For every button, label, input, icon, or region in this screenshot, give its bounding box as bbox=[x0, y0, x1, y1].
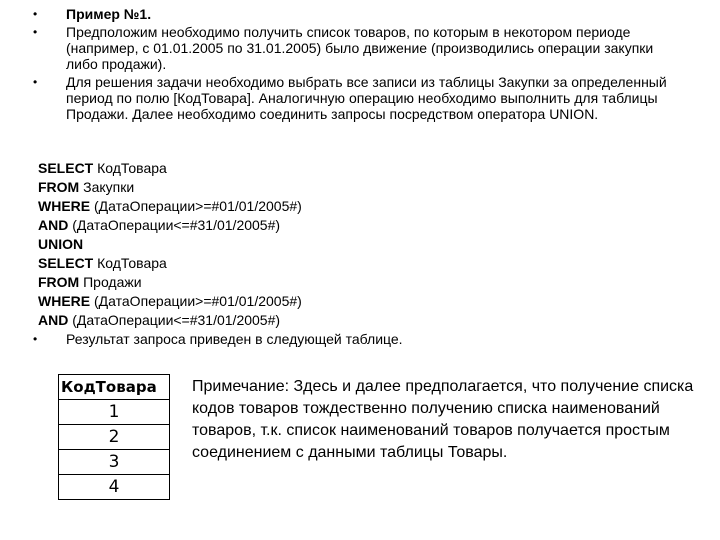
bullet-text: Предположим необходимо получить список товаров, по которым в некотором периоде (например, с 01.01.2005 по 31.01.2005) было движение (производились операции закупки либо продажи). bbox=[66, 24, 654, 72]
bullet-dot: • bbox=[33, 332, 38, 346]
table-row bbox=[59, 450, 170, 475]
bullet-text: Результат запроса приведен в следующей таблице. bbox=[66, 331, 403, 347]
sql-text: КодТовара bbox=[93, 255, 167, 271]
table-row bbox=[59, 475, 170, 500]
result-bullet bbox=[30, 331, 680, 349]
sql-keyword: FROM bbox=[38, 179, 80, 195]
table-row bbox=[59, 425, 170, 450]
column-header-kod-tovara: КодТовара bbox=[59, 375, 170, 400]
sql-text: Продажи bbox=[79, 274, 142, 290]
sql-line bbox=[38, 254, 302, 273]
sql-text: (ДатаОперации<=#31/01/2005#) bbox=[68, 217, 281, 233]
sql-keyword: SELECT bbox=[38, 160, 94, 176]
sql-line bbox=[38, 178, 302, 197]
sql-keyword: WHERE bbox=[38, 293, 91, 309]
bullet-item bbox=[30, 24, 680, 72]
sql-keyword: WHERE bbox=[38, 198, 91, 214]
bullet-list bbox=[30, 6, 680, 124]
sql-keyword: UNION bbox=[38, 236, 84, 252]
table-cell: 2 bbox=[59, 425, 170, 450]
sql-line bbox=[38, 159, 302, 178]
table-row bbox=[59, 400, 170, 425]
bullet-text: Пример №1. bbox=[66, 6, 152, 22]
bullet-item bbox=[30, 331, 680, 347]
table-cell: 3 bbox=[59, 450, 170, 475]
table-cell: 1 bbox=[59, 400, 170, 425]
sql-line bbox=[38, 197, 302, 216]
sql-text: Закупки bbox=[79, 179, 135, 195]
sql-text: (ДатаОперации>=#01/01/2005#) bbox=[90, 198, 302, 214]
sql-line bbox=[38, 235, 302, 254]
sql-line bbox=[38, 216, 302, 235]
sql-text: КодТовара bbox=[93, 160, 167, 176]
sql-keyword: FROM bbox=[38, 274, 80, 290]
note-text: Примечание: Здесь и далее предполагается, что получение списка кодов товаров тождественно получению списка наименований товаров, т.к. список наименований товаров получается простым соединением с данными таблицы Товары. bbox=[192, 378, 694, 461]
sql-keyword: SELECT bbox=[38, 255, 94, 271]
sql-line bbox=[38, 292, 302, 311]
result-table bbox=[58, 374, 170, 500]
sql-query bbox=[38, 159, 302, 330]
sql-text: (ДатаОперации<=#31/01/2005#) bbox=[68, 312, 281, 328]
bullet-text: Для решения задачи необходимо выбрать все записи из таблицы Закупки за определенный период по полю [КодТовара]. Аналогичную операцию необходимо выполнить для таблицы Продажи. Далее необходимо соединить запросы посредством оператора UNION. bbox=[66, 74, 667, 122]
bullet-dot: • bbox=[33, 75, 38, 89]
bullet-item bbox=[30, 6, 680, 22]
bullet-dot: • bbox=[33, 7, 38, 21]
bullet-item bbox=[30, 74, 680, 122]
sql-keyword: AND bbox=[38, 217, 69, 233]
table-cell: 4 bbox=[59, 475, 170, 500]
sql-line bbox=[38, 273, 302, 292]
sql-line bbox=[38, 311, 302, 330]
sql-text: (ДатаОперации>=#01/01/2005#) bbox=[90, 293, 302, 309]
bullet-dot: • bbox=[33, 25, 38, 39]
sql-keyword: AND bbox=[38, 312, 69, 328]
table-header-row bbox=[59, 375, 170, 400]
